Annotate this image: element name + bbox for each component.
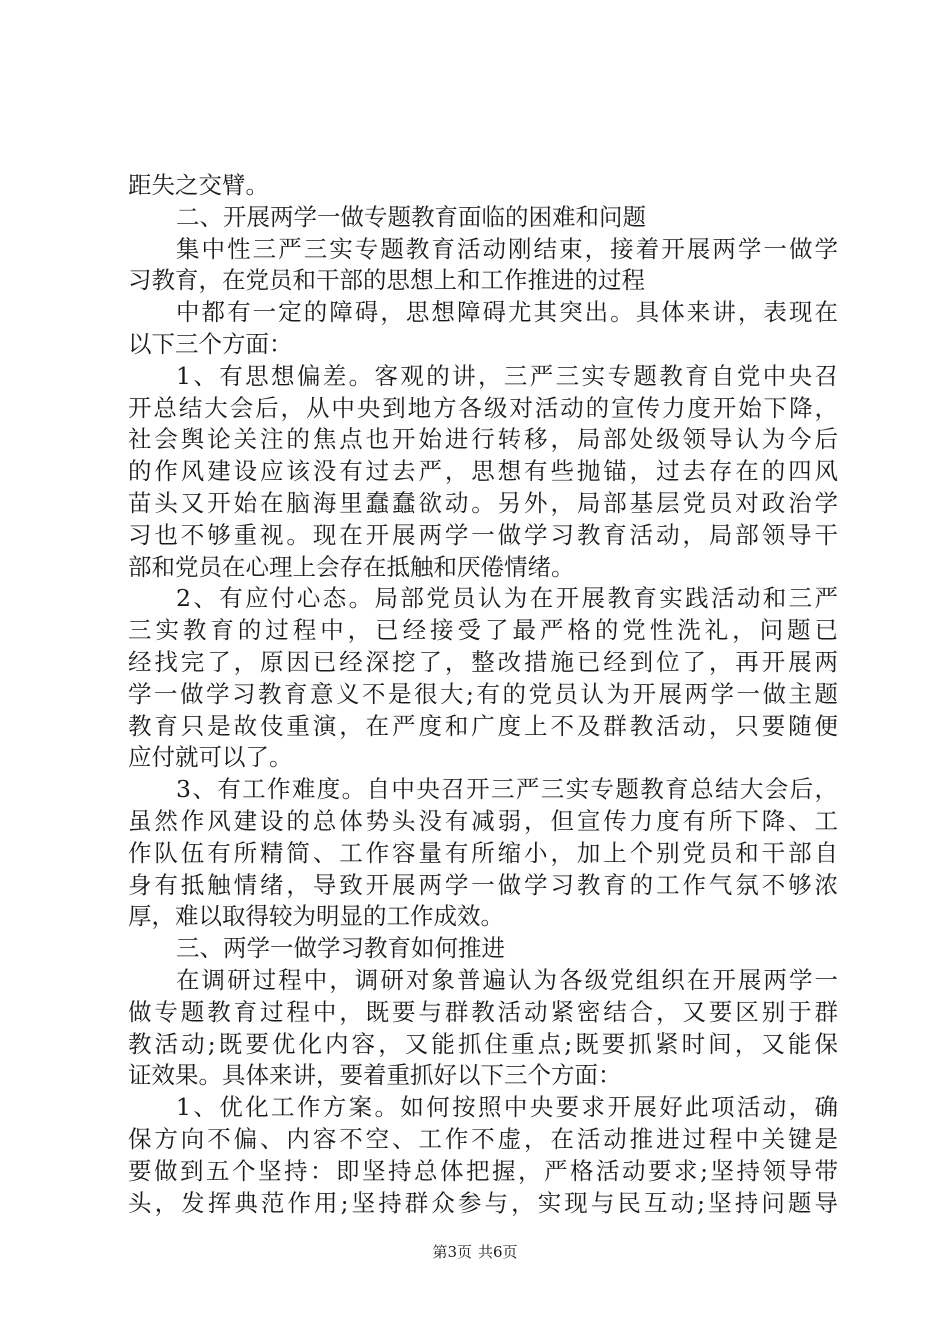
text-line: 做专题教育过程中，既要与群教活动紧密结合，又要区别于群	[128, 997, 838, 1026]
text-line: 证效果。具体来讲，要着重抓好以下三个方面：	[128, 1061, 622, 1090]
document-body	[128, 170, 838, 1219]
page-number: 第3页	[432, 1243, 472, 1261]
text-line: 应付就可以了。	[128, 743, 293, 772]
text-line: 虽然作风建设的总体势头没有减弱，但宣传力度有所下降、工	[128, 806, 838, 835]
text-line: 三实教育的过程中，已经接受了最严格的党性洗礼，问题已	[128, 616, 838, 645]
text-line: 距失之交臂。	[128, 171, 269, 199]
text-line: 部和党员在心理上会存在抵触和厌倦情绪。	[128, 552, 575, 581]
text-line: 的作风建设应该没有过去严，思想有些抛锚，过去存在的四风	[128, 457, 838, 486]
text-line: 要做到五个坚持：即坚持总体把握，严格活动要求;坚持领导带	[128, 1156, 838, 1185]
page-footer	[0, 1242, 950, 1262]
text-line: 教育只是故伎重演，在严度和广度上不及群教活动，只要随便	[128, 711, 838, 740]
text-line: 作队伍有所精简、工作容量有所缩小，加上个别党员和干部自	[128, 838, 838, 867]
text-line: 在调研过程中，调研对象普遍认为各级党组织在开展两学一	[176, 965, 838, 994]
text-line: 厚，难以取得较为明显的工作成效。	[128, 902, 504, 931]
text-line: 习教育，在党员和干部的思想上和工作推进的过程	[128, 266, 645, 295]
text-line: 社会舆论关注的焦点也开始进行转移，局部处级领导认为今后	[128, 425, 838, 454]
text-line: 集中性三严三实专题教育活动刚结束，接着开展两学一做学	[176, 234, 838, 263]
text-line: 习也不够重视。现在开展两学一做学习教育活动，局部领导干	[128, 520, 838, 549]
text-line: 保方向不偏、内容不空、工作不虚，在活动推进过程中关键是	[128, 1124, 838, 1153]
text-line: 2、有应付心态。局部党员认为在开展教育实践活动和三严	[176, 584, 838, 613]
text-line: 1、优化工作方案。如何按照中央要求开展好此项活动，确	[176, 1093, 838, 1122]
text-line: 教活动;既要优化内容，又能抓住重点;既要抓紧时间，又能保	[128, 1029, 838, 1058]
text-line: 中都有一定的障碍，思想障碍尤其突出。具体来讲，表现在	[176, 298, 838, 327]
text-line: 3、有工作难度。自中央召开三严三实专题教育总结大会后，	[176, 775, 838, 804]
text-line: 身有抵触情绪，导致开展两学一做学习教育的工作气氛不够浓	[128, 870, 838, 899]
text-line: 经找完了，原因已经深挖了，整改措施已经到位了，再开展两	[128, 647, 838, 676]
text-line: 以下三个方面：	[128, 329, 293, 358]
page-total: 共6页	[478, 1243, 518, 1261]
text-line: 1、有思想偏差。客观的讲，三严三实专题教育自党中央召	[176, 361, 838, 390]
text-line: 头，发挥典范作用;坚持群众参与，实现与民互动;坚持问题导	[128, 1188, 838, 1217]
text-line: 学一做学习教育意义不是很大;有的党员认为开展两学一做主题	[128, 679, 838, 708]
text-line: 苗头又开始在脑海里蠢蠢欲动。另外，局部基层党员对政治学	[128, 488, 838, 517]
text-line: 三、两学一做学习教育如何推进	[176, 934, 505, 963]
text-line: 开总结大会后，从中央到地方各级对活动的宣传力度开始下降，	[128, 393, 838, 422]
text-line: 二、开展两学一做专题教育面临的困难和问题	[176, 202, 646, 231]
